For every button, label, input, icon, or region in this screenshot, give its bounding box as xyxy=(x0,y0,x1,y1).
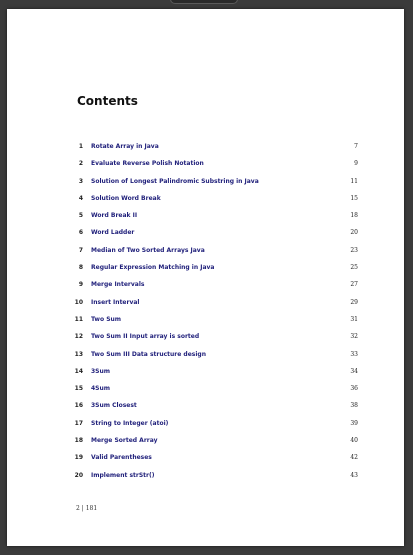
toc-entry-number: 17 xyxy=(74,419,83,427)
toc-entry-link[interactable]: Insert Interval xyxy=(91,298,140,306)
toc-entry-link[interactable]: Valid Parentheses xyxy=(91,454,152,462)
toc-entry-page: 9 xyxy=(354,160,358,168)
toc-entry-number: 6 xyxy=(78,229,83,237)
document-page xyxy=(7,9,404,546)
toc-entry[interactable] xyxy=(7,348,404,365)
toc-entry-link[interactable]: Median of Two Sorted Arrays Java xyxy=(91,246,205,254)
viewer-toolbar-handle[interactable] xyxy=(170,0,238,4)
toc-entry-link[interactable]: Rotate Array in Java xyxy=(91,143,159,150)
toc-entry[interactable] xyxy=(7,209,404,226)
toc-entry-number: 2 xyxy=(78,160,83,168)
toc-entry[interactable] xyxy=(7,365,404,382)
toc-entry-number: 15 xyxy=(74,385,83,393)
toc-entry-page: 32 xyxy=(350,333,358,341)
toc-entry-link[interactable]: Regular Expression Matching in Java xyxy=(91,264,215,272)
total-page-count: 181 xyxy=(85,505,98,512)
toc-entry-number: 10 xyxy=(74,298,83,306)
toc-entry-number: 7 xyxy=(78,246,83,254)
toc-entry[interactable] xyxy=(7,469,404,486)
toc-entry-page: 40 xyxy=(350,437,358,445)
toc-entry-number: 5 xyxy=(78,212,83,220)
toc-entry-link[interactable]: Two Sum xyxy=(91,315,122,323)
toc-entry-page: 29 xyxy=(350,298,358,306)
toc-entry-link[interactable]: Merge Sorted Array xyxy=(91,437,158,445)
toc-entry-page: 42 xyxy=(350,454,358,462)
toc-entry-link[interactable]: 3Sum xyxy=(91,367,111,375)
toc-entry[interactable] xyxy=(7,261,404,278)
table-of-contents xyxy=(7,140,404,486)
toc-entry-number: 11 xyxy=(74,315,83,323)
toc-entry[interactable] xyxy=(7,244,404,261)
toc-entry-number: 18 xyxy=(74,437,83,445)
toc-entry-link[interactable]: Two Sum II Input array is sorted xyxy=(91,333,200,341)
toc-entry-page: 11 xyxy=(350,177,358,185)
toc-entry-number: 1 xyxy=(78,143,83,150)
toc-entry-link[interactable]: Two Sum III Data structure design xyxy=(91,350,206,358)
toc-entry-link[interactable]: Implement strStr() xyxy=(91,471,155,479)
footer-separator: | xyxy=(81,505,84,512)
toc-entry-page: 27 xyxy=(350,281,358,289)
toc-entry-page: 20 xyxy=(350,229,358,237)
toc-entry[interactable] xyxy=(7,140,404,157)
toc-entry-link[interactable]: 4Sum xyxy=(91,385,111,393)
toc-entry-link[interactable]: Word Ladder xyxy=(91,229,135,237)
toc-entry[interactable] xyxy=(7,330,404,347)
toc-entry[interactable] xyxy=(7,417,404,434)
toc-entry[interactable] xyxy=(7,434,404,451)
toc-entry-page: 36 xyxy=(350,385,358,393)
toc-entry-number: 9 xyxy=(78,281,83,289)
toc-entry-page: 43 xyxy=(350,471,358,479)
toc-entry-page: 23 xyxy=(350,246,358,254)
toc-entry-page: 15 xyxy=(350,194,358,202)
toc-entry-link[interactable]: Evaluate Reverse Polish Notation xyxy=(91,160,204,168)
toc-entry[interactable] xyxy=(7,313,404,330)
toc-entry[interactable] xyxy=(7,226,404,243)
toc-entry[interactable] xyxy=(7,382,404,399)
toc-entry-link[interactable]: Solution Word Break xyxy=(91,194,161,202)
toc-entry[interactable] xyxy=(7,399,404,416)
toc-entry-page: 38 xyxy=(350,402,358,410)
toc-entry-page: 18 xyxy=(350,212,358,220)
toc-entry-page: 7 xyxy=(354,143,358,150)
toc-entry-link[interactable]: 3Sum Closest xyxy=(91,402,137,410)
toc-entry[interactable] xyxy=(7,296,404,313)
toc-entry-number: 13 xyxy=(74,350,83,358)
toc-entry[interactable] xyxy=(7,278,404,295)
toc-entry-page: 39 xyxy=(350,419,358,427)
toc-entry-page: 34 xyxy=(350,367,358,375)
toc-entry-number: 16 xyxy=(74,402,83,410)
toc-entry-page: 31 xyxy=(350,315,358,323)
toc-entry-number: 8 xyxy=(78,264,83,272)
toc-entry[interactable] xyxy=(7,175,404,192)
toc-entry-link[interactable]: Word Break II xyxy=(91,212,138,220)
toc-entry-number: 14 xyxy=(74,367,83,375)
toc-entry-number: 4 xyxy=(78,194,83,202)
toc-entry[interactable] xyxy=(7,157,404,174)
toc-entry-number: 3 xyxy=(78,177,83,185)
current-page-number: 2 xyxy=(76,505,80,512)
toc-entry-page: 25 xyxy=(350,264,358,272)
toc-entry-number: 12 xyxy=(74,333,83,341)
toc-entry[interactable] xyxy=(7,192,404,209)
toc-entry-number: 19 xyxy=(74,454,83,462)
toc-entry-page: 33 xyxy=(350,350,358,358)
toc-entry-link[interactable]: String to Integer (atoi) xyxy=(91,419,169,427)
toc-entry[interactable] xyxy=(7,451,404,468)
contents-heading: Contents xyxy=(77,94,138,108)
toc-entry-link[interactable]: Merge Intervals xyxy=(91,281,145,289)
toc-entry-number: 20 xyxy=(74,471,83,479)
toc-entry-link[interactable]: Solution of Longest Palindromic Substring in Java xyxy=(91,177,259,185)
page-footer xyxy=(76,505,97,512)
